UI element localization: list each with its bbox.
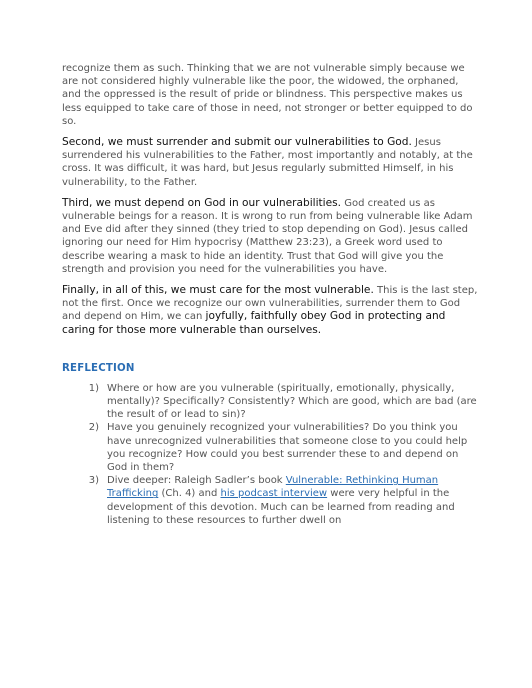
reflection-item-3-pre: Dive deeper: Raleigh Sadler’s book <box>107 475 286 487</box>
reflection-item-3-post: were very helpful in the development of this devotion. Much can be learned from reading and listening to these resources to further dwell on <box>107 488 455 526</box>
intro-paragraph: recognize them as such. Thinking that we are not vulnerable simply because we are not considered highly vulnerable like the poor, the widowed, the orphaned, and the oppressed is the result of pride or blindness. This perspective makes us less equipped to take care of those in need, not stronger or better equipped to do so. <box>62 63 473 127</box>
point-third-text: God created us as vulnerable beings for a reason. It is wrong to run from being vulnerable like Adam and Eve did after they sinned (they tried to stop depending on God). Jesus called ignoring our need for Him hypocrisy (Matthew 23:23), a Greek word used to describe wearing a mask to hide an identity. Trust that God will give you the strength and provision you need for the vulnerabilities you have. <box>62 197 473 275</box>
reflection-item-2 <box>62 421 480 474</box>
point-third-paragraph <box>62 197 480 276</box>
reflection-heading: REFLECTION <box>62 362 135 374</box>
reflection-item-text: Have you genuinely recognized your vulnerabilities? Do you think you have unrecognized vulnerabilities that someone close to you could help you recognize? How could you best surrender these to and depend on God in them? <box>107 422 468 474</box>
reflection-item-number: 3) <box>88 475 99 487</box>
reflection-item-text <box>107 474 480 527</box>
reflection-item-number: 2) <box>88 422 99 434</box>
reflection-item-text: Where or how are you vulnerable (spiritually, emotionally, physically, mentally)? Specifically? Consistently? Which are good, which are bad (are the result of or lead to sin)? <box>107 382 477 421</box>
reflection-item-3-mid: (Ch. 4) and <box>158 488 221 500</box>
reflection-item-1 <box>62 382 480 422</box>
point-finally-text: This is the last step, not the first. Once we recognize our own vulnerabilities, surrender them to God and depend on Him, we can <box>62 285 478 323</box>
podcast-link[interactable]: his podcast interview <box>220 488 328 500</box>
reflection-item-number: 1) <box>88 382 99 394</box>
point-second-text: Jesus surrendered his vulnerabilities to the Father, most importantly and notably, at the cross. It was difficult, it was hard, but Jesus regularly submitted Himself, in his vulnerability, to the Father. <box>62 137 473 188</box>
point-finally-emphasis: joyfully, faithfully obey God in protecting and caring for those more vulnerable than ourselves. <box>62 310 446 336</box>
document-content <box>62 62 480 527</box>
point-finally-lead: Finally, in all of this, we must care for the most vulnerable. <box>62 284 374 297</box>
point-second-paragraph <box>62 136 480 189</box>
reflection-item-3 <box>62 474 480 527</box>
point-second-lead: Second, we must surrender and submit our vulnerabilities to God. <box>62 136 412 149</box>
point-finally-paragraph <box>62 284 480 337</box>
book-link[interactable]: Vulnerable: Rethinking Human Trafficking <box>107 475 439 500</box>
point-third-lead: Third, we must depend on God in our vulnerabilities. <box>62 196 342 209</box>
reflection-list <box>62 382 480 527</box>
